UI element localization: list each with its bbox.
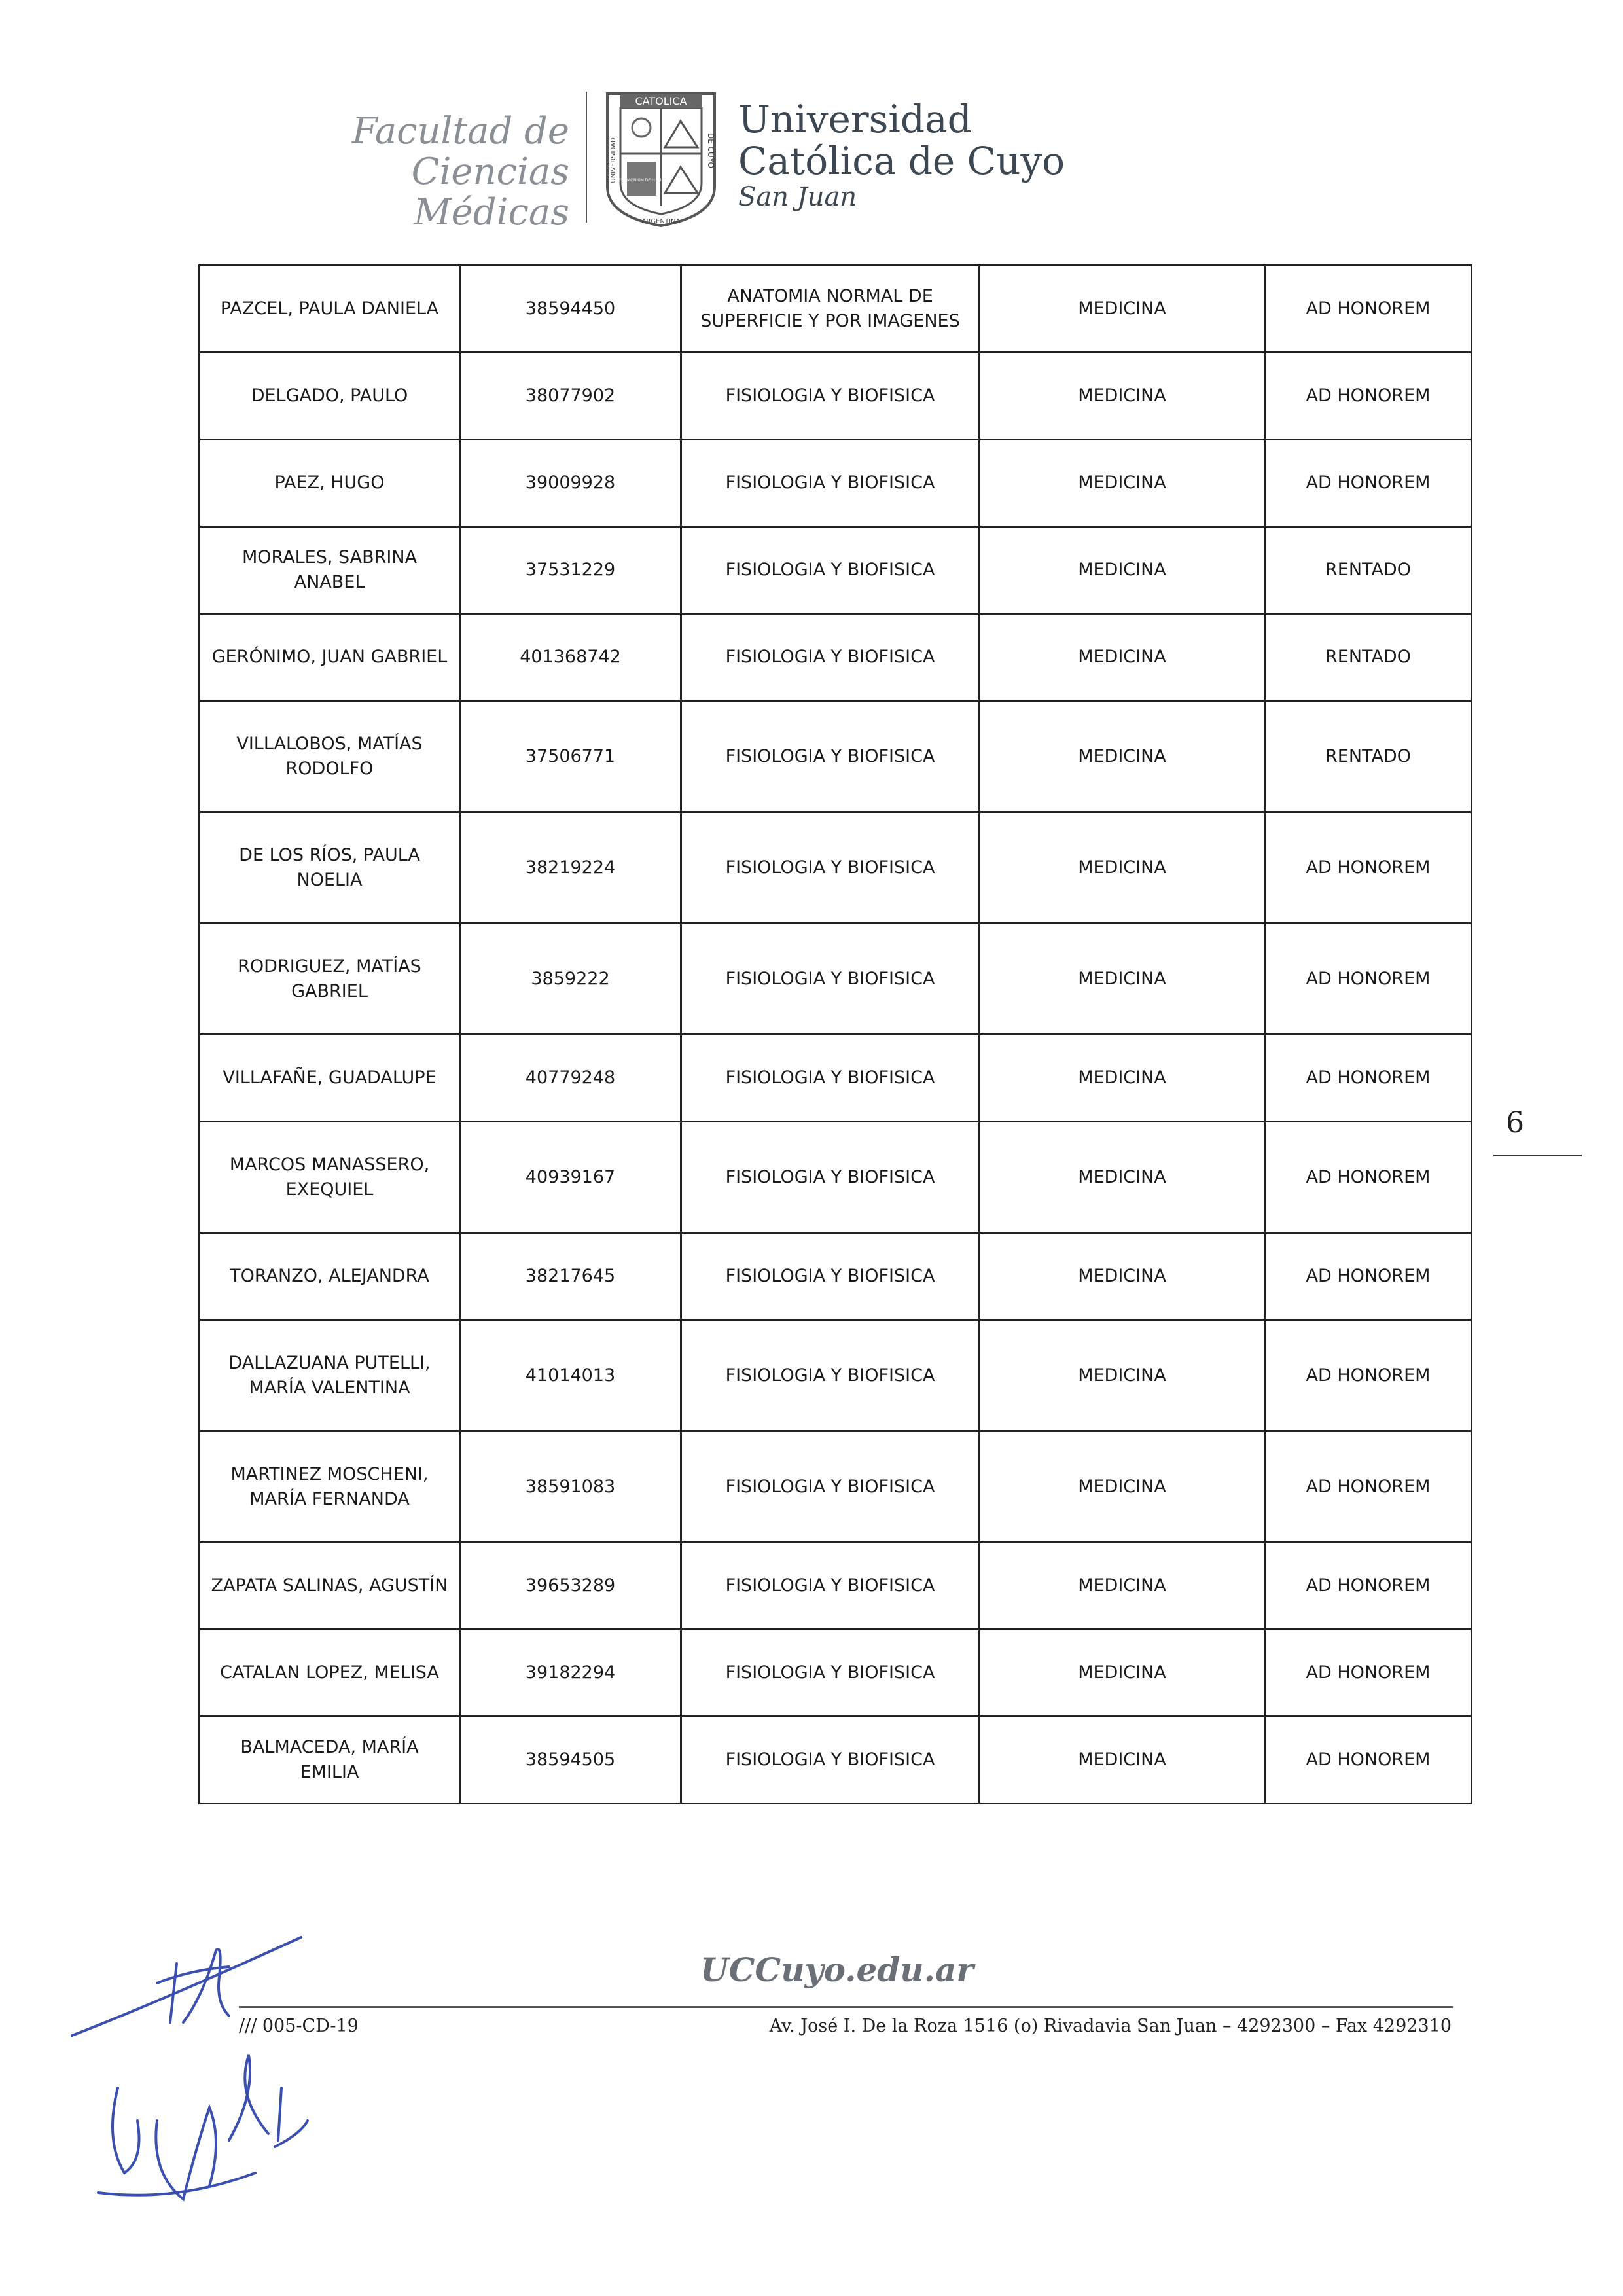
header-divider: [586, 92, 587, 223]
cell-career: MEDICINA: [980, 1717, 1265, 1804]
cell-id-number: 37531229: [460, 527, 681, 614]
cell-appointment-type: AD HONOREM: [1265, 1122, 1472, 1233]
page-number-underline: [1493, 1155, 1582, 1156]
cell-appointment-type: AD HONOREM: [1265, 812, 1472, 924]
cell-id-number: 40939167: [460, 1122, 681, 1233]
cell-career: MEDICINA: [980, 812, 1265, 924]
cell-career: MEDICINA: [980, 924, 1265, 1035]
table-row: [200, 1122, 1472, 1233]
cell-id-number: 41014013: [460, 1320, 681, 1431]
cell-subject: FISIOLOGIA Y BIOFISICA: [681, 1233, 980, 1320]
cell-subject: FISIOLOGIA Y BIOFISICA: [681, 701, 980, 812]
cell-name: VILLALOBOS, MATÍAS RODOLFO: [200, 701, 460, 812]
table-row: [200, 614, 1472, 701]
cell-career: MEDICINA: [980, 701, 1265, 812]
cell-name: MARTINEZ MOSCHENI, MARÍA FERNANDA: [200, 1431, 460, 1543]
letterhead: [0, 0, 1623, 236]
cell-id-number: 38591083: [460, 1431, 681, 1543]
cell-appointment-type: AD HONOREM: [1265, 353, 1472, 440]
cell-appointment-type: AD HONOREM: [1265, 1630, 1472, 1717]
cell-subject: FISIOLOGIA Y BIOFISICA: [681, 1320, 980, 1431]
cell-id-number: 401368742: [460, 614, 681, 701]
cell-name: ZAPATA SALINAS, AGUSTÍN: [200, 1543, 460, 1630]
footer-address: Av. José I. De la Roza 1516 (o) Rivadavia San Juan – 4292300 – Fax 4292310: [769, 2016, 1452, 2036]
cell-subject: FISIOLOGIA Y BIOFISICA: [681, 353, 980, 440]
cell-subject: FISIOLOGIA Y BIOFISICA: [681, 527, 980, 614]
seal-left-text: UNIVERSIDAD: [610, 137, 617, 183]
cell-career: MEDICINA: [980, 1630, 1265, 1717]
cell-career: MEDICINA: [980, 266, 1265, 353]
cell-appointment-type: AD HONOREM: [1265, 1431, 1472, 1543]
cell-career: MEDICINA: [980, 1122, 1265, 1233]
cell-id-number: 38077902: [460, 353, 681, 440]
cell-appointment-type: RENTADO: [1265, 527, 1472, 614]
staff-table: [198, 264, 1471, 1804]
cell-subject: FISIOLOGIA Y BIOFISICA: [681, 1630, 980, 1717]
cell-subject: FISIOLOGIA Y BIOFISICA: [681, 1543, 980, 1630]
cell-subject: FISIOLOGIA Y BIOFISICA: [681, 924, 980, 1035]
cell-subject: FISIOLOGIA Y BIOFISICA: [681, 440, 980, 527]
table-row: [200, 1320, 1472, 1431]
cell-id-number: 40779248: [460, 1035, 681, 1122]
cell-id-number: 38594450: [460, 266, 681, 353]
table-row: [200, 1233, 1472, 1320]
table-row: [200, 266, 1472, 353]
cell-subject: FISIOLOGIA Y BIOFISICA: [681, 1431, 980, 1543]
table-row: [200, 924, 1472, 1035]
cell-name: BALMACEDA, MARÍA EMILIA: [200, 1717, 460, 1804]
table-row: [200, 812, 1472, 924]
cell-career: MEDICINA: [980, 527, 1265, 614]
table-row: [200, 440, 1472, 527]
cell-career: MEDICINA: [980, 1543, 1265, 1630]
table-row: [200, 353, 1472, 440]
faculty-line-1: Facultad de Ciencias: [351, 110, 569, 193]
cell-id-number: 39653289: [460, 1543, 681, 1630]
cell-career: MEDICINA: [980, 1431, 1265, 1543]
footer-url: UCCuyo.edu.ar: [700, 1950, 974, 1989]
table-row: [200, 1630, 1472, 1717]
table-row: [200, 1035, 1472, 1122]
cell-appointment-type: AD HONOREM: [1265, 1233, 1472, 1320]
cell-appointment-type: RENTADO: [1265, 701, 1472, 812]
cell-name: DALLAZUANA PUTELLI, MARÍA VALENTINA: [200, 1320, 460, 1431]
cell-name: MORALES, SABRINA ANABEL: [200, 527, 460, 614]
cell-id-number: 3859222: [460, 924, 681, 1035]
footer-reference: /// 005-CD-19: [239, 2016, 359, 2036]
cell-appointment-type: AD HONOREM: [1265, 1543, 1472, 1630]
cell-appointment-type: AD HONOREM: [1265, 440, 1472, 527]
faculty-line-2: Médicas: [414, 191, 569, 234]
handwritten-signature: [59, 1924, 360, 2212]
university-name: [738, 98, 1065, 212]
cell-subject: FISIOLOGIA Y BIOFISICA: [681, 1122, 980, 1233]
cell-career: MEDICINA: [980, 440, 1265, 527]
cell-career: MEDICINA: [980, 614, 1265, 701]
cell-career: MEDICINA: [980, 1320, 1265, 1431]
seal-inner-text: TESTIMONIUM DE LUMINE: [616, 178, 667, 183]
cell-subject: FISIOLOGIA Y BIOFISICA: [681, 1035, 980, 1122]
cell-name: DELGADO, PAULO: [200, 353, 460, 440]
cell-subject: FISIOLOGIA Y BIOFISICA: [681, 812, 980, 924]
university-line-1: Universidad: [738, 97, 972, 141]
cell-id-number: 39182294: [460, 1630, 681, 1717]
cell-id-number: 39009928: [460, 440, 681, 527]
seal-bottom-text: ARGENTINA: [641, 218, 681, 225]
cell-name: DE LOS RÍOS, PAULA NOELIA: [200, 812, 460, 924]
cell-career: MEDICINA: [980, 353, 1265, 440]
cell-career: MEDICINA: [980, 1233, 1265, 1320]
faculty-name: [196, 111, 569, 233]
cell-name: VILLAFAÑE, GUADALUPE: [200, 1035, 460, 1122]
cell-subject: FISIOLOGIA Y BIOFISICA: [681, 614, 980, 701]
cell-name: GERÓNIMO, JUAN GABRIEL: [200, 614, 460, 701]
cell-appointment-type: AD HONOREM: [1265, 1035, 1472, 1122]
table-row: [200, 1717, 1472, 1804]
table-row: [200, 1543, 1472, 1630]
cell-id-number: 37506771: [460, 701, 681, 812]
cell-subject: ANATOMIA NORMAL DE SUPERFICIE Y POR IMAGENES: [681, 266, 980, 353]
cell-id-number: 38219224: [460, 812, 681, 924]
page-number: 6: [1506, 1106, 1524, 1139]
cell-name: TORANZO, ALEJANDRA: [200, 1233, 460, 1320]
cell-appointment-type: AD HONOREM: [1265, 924, 1472, 1035]
cell-appointment-type: AD HONOREM: [1265, 266, 1472, 353]
cell-id-number: 38217645: [460, 1233, 681, 1320]
cell-name: PAZCEL, PAULA DANIELA: [200, 266, 460, 353]
cell-name: RODRIGUEZ, MATÍAS GABRIEL: [200, 924, 460, 1035]
cell-career: MEDICINA: [980, 1035, 1265, 1122]
cell-appointment-type: AD HONOREM: [1265, 1320, 1472, 1431]
seal-top-text: CATOLICA: [635, 95, 687, 107]
university-line-3: San Juan: [738, 182, 857, 212]
table-body: [200, 266, 1472, 1804]
table-row: [200, 1431, 1472, 1543]
seal-right-text: DE CUYO: [706, 133, 715, 168]
cell-subject: FISIOLOGIA Y BIOFISICA: [681, 1717, 980, 1804]
footer-divider: [239, 2006, 1453, 2008]
table-row: [200, 527, 1472, 614]
cell-name: PAEZ, HUGO: [200, 440, 460, 527]
university-line-2: Católica de Cuyo: [738, 139, 1065, 183]
university-seal-icon: [602, 88, 720, 229]
cell-name: MARCOS MANASSERO, EXEQUIEL: [200, 1122, 460, 1233]
cell-id-number: 38594505: [460, 1717, 681, 1804]
cell-appointment-type: RENTADO: [1265, 614, 1472, 701]
cell-name: CATALAN LOPEZ, MELISA: [200, 1630, 460, 1717]
table-row: [200, 701, 1472, 812]
cell-appointment-type: AD HONOREM: [1265, 1717, 1472, 1804]
